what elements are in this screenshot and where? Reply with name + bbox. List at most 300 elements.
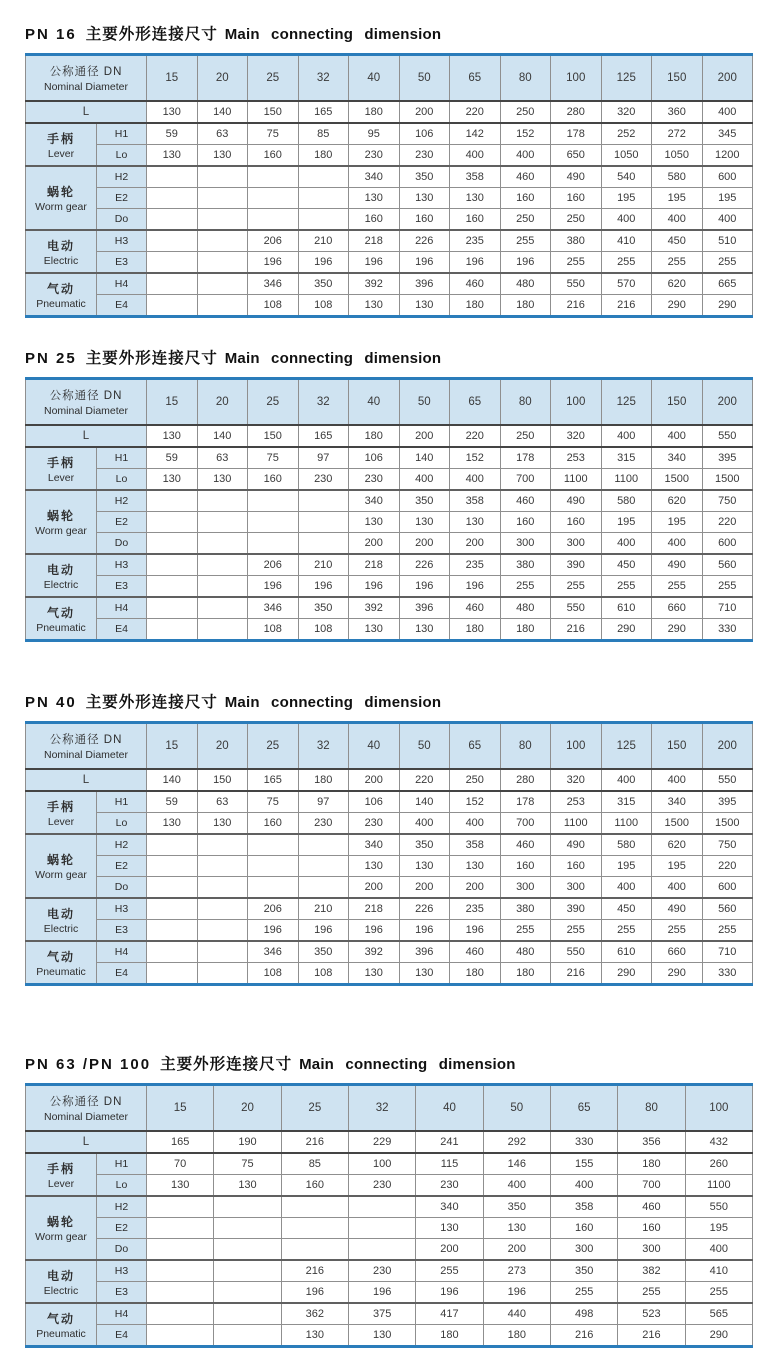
dim-cell: 160 [399, 209, 450, 231]
dim-cell: 180 [450, 963, 501, 985]
group-label-en: Lever [47, 815, 75, 828]
table-row [26, 813, 753, 835]
table-row [26, 273, 753, 295]
dim-cell: 400 [601, 209, 652, 231]
group-label-lever [26, 447, 97, 490]
title-english: Main connecting dimension [224, 694, 442, 711]
corner-label-cn: 公称通径 DN [49, 66, 123, 78]
dim-cell: 610 [601, 941, 652, 963]
dim-cell: 130 [450, 188, 501, 209]
dim-cell: 450 [652, 230, 703, 252]
group-label-en: Electric [43, 1284, 79, 1297]
dim-cell [147, 166, 198, 188]
dim-cell [214, 1303, 281, 1325]
row-label-H2: H2 [97, 834, 147, 856]
dim-cell: 150 [248, 425, 299, 447]
dim-cell: 390 [551, 554, 602, 576]
table-row [26, 834, 753, 856]
group-label-en: Lever [47, 1177, 75, 1190]
dim-cell [147, 554, 198, 576]
dim-cell: 75 [248, 123, 299, 145]
dim-cell: 380 [551, 230, 602, 252]
group-label-en: Electric [43, 254, 79, 267]
row-label-H1: H1 [97, 447, 147, 469]
dim-cell [298, 512, 349, 533]
column-header-dn-25: 25 [248, 723, 299, 770]
column-header-dn-40: 40 [349, 55, 400, 102]
column-header-dn-15: 15 [147, 1085, 214, 1132]
dim-cell: 400 [500, 145, 551, 167]
dim-cell [214, 1260, 281, 1282]
dim-cell: 252 [601, 123, 652, 145]
dim-cell: 330 [702, 963, 753, 985]
dim-cell: 750 [702, 834, 753, 856]
table-row [26, 209, 753, 231]
header-row [26, 379, 753, 426]
table-row [26, 230, 753, 252]
column-header-dn-40: 40 [416, 1085, 483, 1132]
dim-cell: 1050 [601, 145, 652, 167]
row-label-H2: H2 [97, 1196, 147, 1218]
dim-cell: 165 [248, 769, 299, 791]
dim-cell: 272 [652, 123, 703, 145]
dim-cell: 580 [601, 834, 652, 856]
dim-cell: 362 [281, 1303, 348, 1325]
dim-cell: 220 [702, 856, 753, 877]
table-row [26, 145, 753, 167]
dim-cell: 195 [652, 188, 703, 209]
dim-cell: 63 [197, 123, 248, 145]
dim-cell: 340 [416, 1196, 483, 1218]
dim-cell: 292 [483, 1131, 550, 1153]
dim-cell: 1500 [702, 469, 753, 491]
dim-cell: 1200 [702, 145, 753, 167]
dim-cell: 130 [197, 145, 248, 167]
dim-cell: 130 [483, 1218, 550, 1239]
column-header-dn-100: 100 [551, 55, 602, 102]
row-label-Lo: Lo [97, 813, 147, 835]
dim-cell: 280 [551, 101, 602, 123]
column-header-dn-65: 65 [450, 723, 501, 770]
dim-cell: 510 [702, 230, 753, 252]
dim-cell [248, 856, 299, 877]
dim-cell: 380 [500, 554, 551, 576]
dim-cell: 255 [702, 576, 753, 598]
dim-cell: 160 [248, 813, 299, 835]
row-label-L: L [26, 425, 147, 447]
dim-cell: 346 [248, 273, 299, 295]
dim-cell: 523 [618, 1303, 685, 1325]
dim-cell: 580 [601, 490, 652, 512]
dim-cell: 235 [450, 554, 501, 576]
column-header-dn-65: 65 [450, 55, 501, 102]
dim-cell: 417 [416, 1303, 483, 1325]
column-header-dn-150: 150 [652, 379, 703, 426]
dim-cell: 216 [551, 295, 602, 317]
dim-cell: 130 [450, 512, 501, 533]
dim-cell: 206 [248, 898, 299, 920]
dim-cell [147, 834, 198, 856]
dim-cell: 356 [618, 1131, 685, 1153]
column-header-dn-150: 150 [652, 723, 703, 770]
dim-cell [248, 188, 299, 209]
row-label-H3: H3 [97, 230, 147, 252]
dim-cell: 660 [652, 941, 703, 963]
dim-cell: 340 [652, 447, 703, 469]
dim-cell: 358 [450, 834, 501, 856]
corner-label-en: Nominal Diameter [43, 1111, 129, 1123]
row-label-H2: H2 [97, 166, 147, 188]
dim-cell: 255 [601, 576, 652, 598]
dim-cell: 400 [652, 425, 703, 447]
dim-cell: 130 [349, 188, 400, 209]
dim-cell: 410 [685, 1260, 752, 1282]
dim-cell: 620 [652, 490, 703, 512]
table-row [26, 469, 753, 491]
dim-cell: 200 [450, 533, 501, 555]
column-header-dn-100: 100 [551, 723, 602, 770]
dim-cell [147, 295, 198, 317]
table-row [26, 295, 753, 317]
dim-cell: 130 [399, 512, 450, 533]
table-row [26, 920, 753, 942]
row-label-Lo: Lo [97, 469, 147, 491]
section-pn25 [25, 346, 753, 642]
dim-cell: 255 [550, 1282, 617, 1304]
dim-cell [147, 597, 198, 619]
dim-cell [248, 490, 299, 512]
dim-cell [197, 877, 248, 899]
dim-cell [298, 834, 349, 856]
section-title [25, 346, 753, 368]
dim-cell: 396 [399, 941, 450, 963]
dim-cell: 63 [197, 791, 248, 813]
dim-cell: 196 [281, 1282, 348, 1304]
dim-cell: 75 [248, 791, 299, 813]
dim-cell: 400 [399, 813, 450, 835]
dim-cell [214, 1218, 281, 1239]
dim-cell: 200 [349, 769, 400, 791]
header-row [26, 55, 753, 102]
column-header-dn-50: 50 [399, 379, 450, 426]
dim-cell: 130 [399, 295, 450, 317]
column-header-dn-40: 40 [349, 723, 400, 770]
dim-cell: 396 [399, 597, 450, 619]
dim-cell: 130 [399, 188, 450, 209]
dim-cell [197, 920, 248, 942]
dim-cell: 230 [349, 813, 400, 835]
dim-cell: 340 [349, 166, 400, 188]
dim-cell: 195 [601, 512, 652, 533]
dim-cell: 400 [399, 469, 450, 491]
dim-cell: 320 [551, 769, 602, 791]
table-row [26, 576, 753, 598]
dim-cell [214, 1196, 281, 1218]
dim-cell [147, 209, 198, 231]
corner-cell [26, 55, 147, 102]
table-row [26, 1153, 753, 1175]
row-label-H1: H1 [97, 123, 147, 145]
dim-cell: 180 [298, 145, 349, 167]
dim-cell: 180 [298, 769, 349, 791]
column-header-dn-200: 200 [702, 55, 753, 102]
dim-cell: 206 [248, 230, 299, 252]
title-pn: PN 25 [25, 350, 77, 367]
dim-cell: 710 [702, 941, 753, 963]
dim-cell: 130 [281, 1325, 348, 1347]
column-header-dn-20: 20 [197, 55, 248, 102]
column-header-dn-32: 32 [298, 723, 349, 770]
dim-cell: 200 [399, 101, 450, 123]
dim-cell: 160 [281, 1175, 348, 1197]
table-row [26, 1175, 753, 1197]
dim-cell: 196 [450, 576, 501, 598]
dim-cell: 255 [551, 252, 602, 274]
dim-cell: 206 [248, 554, 299, 576]
group-label-en: Pneumatic [36, 297, 86, 310]
dim-cell: 400 [601, 769, 652, 791]
dim-cell: 400 [601, 425, 652, 447]
dim-cell: 140 [399, 447, 450, 469]
dim-cell: 150 [248, 101, 299, 123]
dim-cell: 108 [298, 295, 349, 317]
dim-cell: 290 [685, 1325, 752, 1347]
dim-cell: 320 [551, 425, 602, 447]
dim-cell: 700 [500, 813, 551, 835]
column-header-dn-80: 80 [500, 723, 551, 770]
dim-cell: 565 [685, 1303, 752, 1325]
group-label-cn: 手柄 [46, 799, 75, 814]
dim-cell: 255 [685, 1282, 752, 1304]
row-label-E3: E3 [97, 576, 147, 598]
table-row [26, 447, 753, 469]
dim-cell: 380 [500, 898, 551, 920]
dim-cell: 290 [652, 619, 703, 641]
dim-cell [147, 1218, 214, 1239]
column-header-dn-65: 65 [450, 379, 501, 426]
dim-cell: 130 [349, 963, 400, 985]
dim-cell: 480 [500, 941, 551, 963]
dim-cell: 196 [349, 252, 400, 274]
dim-cell: 63 [197, 447, 248, 469]
table-row [26, 1303, 753, 1325]
group-label-pneumatic [26, 597, 97, 641]
dim-cell: 400 [702, 209, 753, 231]
dim-cell: 200 [399, 533, 450, 555]
dim-cell: 550 [685, 1196, 752, 1218]
dim-cell: 230 [298, 813, 349, 835]
dim-cell [248, 533, 299, 555]
dim-cell: 160 [500, 188, 551, 209]
dim-cell: 178 [500, 791, 551, 813]
dim-cell: 218 [349, 898, 400, 920]
table-row [26, 856, 753, 877]
group-label-cn: 气动 [46, 281, 75, 296]
dim-cell: 255 [601, 920, 652, 942]
dim-cell: 180 [450, 295, 501, 317]
corner-cell [26, 379, 147, 426]
dim-cell [298, 877, 349, 899]
dim-cell [281, 1239, 348, 1261]
dim-cell: 200 [450, 877, 501, 899]
dim-cell: 216 [618, 1325, 685, 1347]
column-header-dn-50: 50 [483, 1085, 550, 1132]
dim-cell: 255 [500, 576, 551, 598]
dim-cell: 700 [618, 1175, 685, 1197]
dim-cell: 226 [399, 898, 450, 920]
dim-cell: 600 [702, 166, 753, 188]
table-row [26, 1260, 753, 1282]
table-row [26, 166, 753, 188]
row-label-E2: E2 [97, 1218, 147, 1239]
corner-label-cn: 公称通径 DN [49, 1096, 123, 1108]
dim-cell: 230 [349, 469, 400, 491]
dim-cell: 480 [500, 273, 551, 295]
column-header-dn-80: 80 [500, 55, 551, 102]
dim-cell: 230 [348, 1260, 415, 1282]
dim-cell: 180 [618, 1153, 685, 1175]
dim-cell: 650 [551, 145, 602, 167]
dim-cell [197, 856, 248, 877]
dim-cell [248, 834, 299, 856]
dim-cell: 315 [601, 447, 652, 469]
dim-cell: 610 [601, 597, 652, 619]
dim-cell: 350 [399, 834, 450, 856]
dim-cell: 140 [197, 101, 248, 123]
column-header-dn-15: 15 [147, 55, 198, 102]
title-pn: PN 63 /PN 100 [25, 1056, 152, 1073]
dim-cell: 241 [416, 1131, 483, 1153]
dim-cell: 235 [450, 898, 501, 920]
dim-cell: 490 [551, 834, 602, 856]
group-label-en: Pneumatic [36, 621, 86, 634]
dim-cell: 700 [500, 469, 551, 491]
dim-cell: 230 [298, 469, 349, 491]
dim-cell: 253 [551, 791, 602, 813]
dim-cell: 1500 [652, 813, 703, 835]
dim-cell: 350 [298, 273, 349, 295]
dim-cell: 195 [702, 188, 753, 209]
column-header-dn-125: 125 [601, 379, 652, 426]
dim-cell: 255 [652, 252, 703, 274]
dim-cell [147, 1260, 214, 1282]
dim-cell [197, 834, 248, 856]
dim-cell [147, 490, 198, 512]
dim-cell: 255 [702, 252, 753, 274]
table-row [26, 188, 753, 209]
group-label-cn: 蜗轮 [46, 185, 75, 199]
dim-cell: 350 [298, 941, 349, 963]
dim-cell: 560 [702, 898, 753, 920]
dim-cell: 250 [551, 209, 602, 231]
dim-cell: 152 [500, 123, 551, 145]
dim-cell: 320 [601, 101, 652, 123]
group-label-en: Worm gear [35, 869, 87, 881]
dim-cell: 196 [450, 252, 501, 274]
column-header-dn-150: 150 [652, 55, 703, 102]
dim-cell: 1500 [702, 813, 753, 835]
dim-cell: 345 [702, 123, 753, 145]
dim-cell: 346 [248, 597, 299, 619]
dim-cell: 130 [349, 856, 400, 877]
table-body [26, 379, 753, 641]
dim-cell: 490 [652, 898, 703, 920]
group-label-cn: 蜗轮 [46, 853, 75, 867]
dim-cell: 130 [399, 856, 450, 877]
column-header-dn-80: 80 [500, 379, 551, 426]
column-header-dn-200: 200 [702, 723, 753, 770]
dim-cell: 498 [550, 1303, 617, 1325]
dim-cell: 290 [601, 963, 652, 985]
dim-cell: 226 [399, 230, 450, 252]
row-label-H3: H3 [97, 898, 147, 920]
dim-cell: 75 [248, 447, 299, 469]
group-label-lever [26, 123, 97, 166]
corner-label-cn: 公称通径 DN [49, 390, 123, 402]
dim-cell: 216 [551, 963, 602, 985]
section-pn40 [25, 690, 753, 986]
dim-cell: 200 [483, 1239, 550, 1261]
table-row [26, 619, 753, 641]
dim-cell: 146 [483, 1153, 550, 1175]
dim-cell: 160 [500, 856, 551, 877]
dim-cell: 230 [416, 1175, 483, 1197]
dim-cell: 396 [399, 273, 450, 295]
dim-cell: 220 [702, 512, 753, 533]
group-label-en: Lever [47, 147, 75, 160]
row-label-E4: E4 [97, 295, 147, 317]
length-row [26, 425, 753, 447]
dim-cell: 196 [483, 1282, 550, 1304]
dim-cell: 108 [298, 963, 349, 985]
corner-cell [26, 723, 147, 770]
dim-cell: 350 [298, 597, 349, 619]
dim-cell: 195 [685, 1218, 752, 1239]
dim-cell: 255 [652, 920, 703, 942]
dim-cell: 220 [450, 425, 501, 447]
dim-cell: 1100 [685, 1175, 752, 1197]
dim-cell: 250 [500, 101, 551, 123]
dim-cell: 230 [348, 1175, 415, 1197]
section-pn63-pn100 [25, 1052, 753, 1348]
dim-cell: 1100 [551, 813, 602, 835]
dim-cell: 106 [399, 123, 450, 145]
row-label-H1: H1 [97, 791, 147, 813]
group-label-en: Worm gear [35, 1231, 87, 1243]
dim-cell: 196 [298, 576, 349, 598]
dim-cell [147, 533, 198, 555]
dim-cell: 400 [685, 1239, 752, 1261]
row-label-E3: E3 [97, 1282, 147, 1304]
dim-cell: 300 [550, 1239, 617, 1261]
row-label-E3: E3 [97, 252, 147, 274]
dim-cell: 540 [601, 166, 652, 188]
dim-cell: 390 [551, 898, 602, 920]
dim-cell: 255 [702, 920, 753, 942]
dim-cell: 400 [702, 101, 753, 123]
dim-cell: 152 [450, 447, 501, 469]
dim-cell: 220 [450, 101, 501, 123]
row-label-Lo: Lo [97, 145, 147, 167]
dim-cell [147, 619, 198, 641]
dim-cell: 400 [601, 877, 652, 899]
dim-cell [348, 1196, 415, 1218]
dim-cell: 255 [551, 920, 602, 942]
dim-cell: 255 [551, 576, 602, 598]
group-label-cn: 电动 [46, 906, 75, 921]
dim-cell [298, 856, 349, 877]
table-row [26, 791, 753, 813]
